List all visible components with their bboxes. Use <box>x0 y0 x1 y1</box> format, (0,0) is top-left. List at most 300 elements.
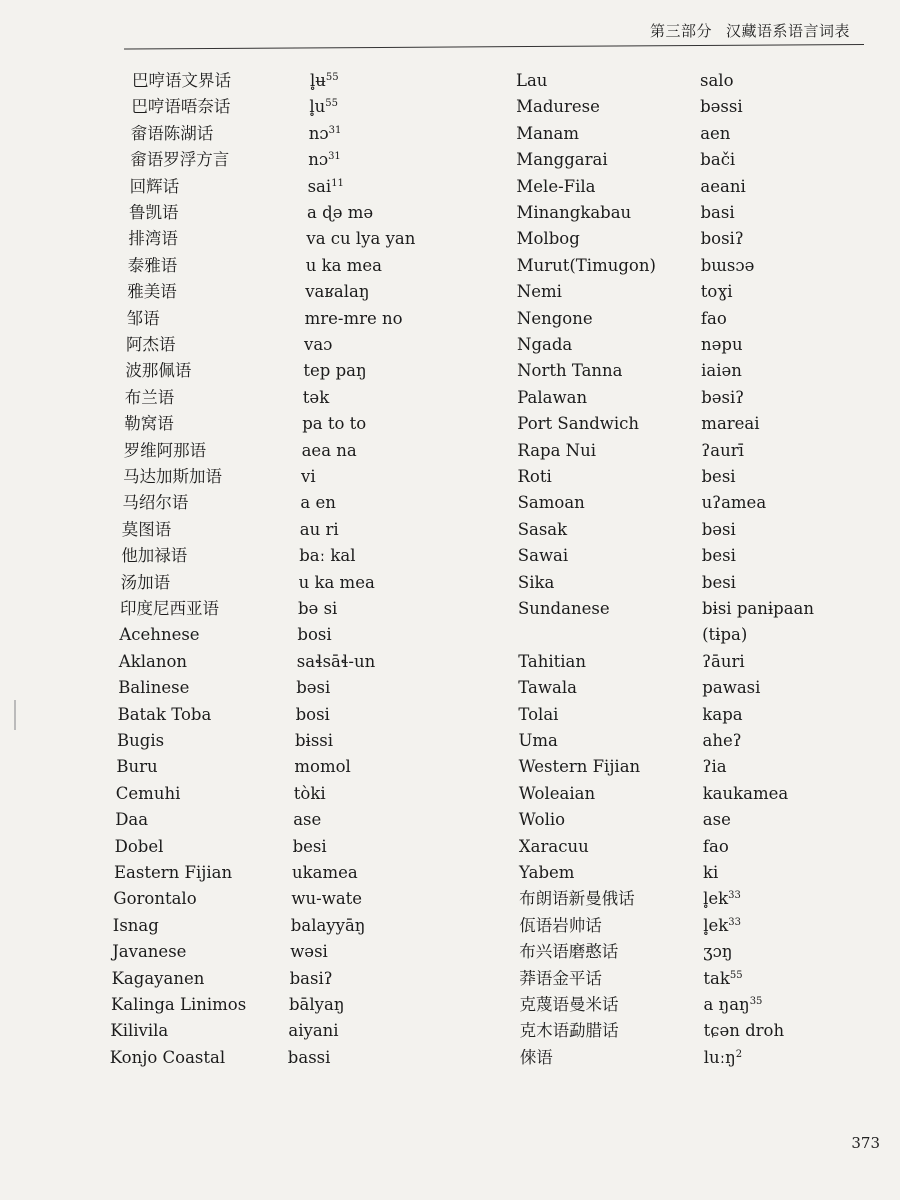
language-name: Wolio <box>518 810 566 830</box>
list-row <box>0 226 420 252</box>
word-form <box>306 226 415 252</box>
language-name: 印度尼西亚语 <box>120 599 219 618</box>
list-row <box>500 886 900 912</box>
word-form <box>703 860 718 886</box>
word-form <box>703 807 731 833</box>
list-row <box>500 992 900 1018</box>
word-form <box>301 464 316 490</box>
tone-superscript: 55 <box>729 969 743 981</box>
list-row <box>500 411 900 437</box>
tone-superscript: 33 <box>728 890 741 902</box>
word-form <box>703 834 729 860</box>
word-form <box>295 728 333 754</box>
list-row <box>0 68 420 94</box>
word-form <box>700 121 730 147</box>
list-row <box>0 939 420 965</box>
tone-superscript: 31 <box>328 124 342 136</box>
word-form <box>297 649 375 675</box>
word-form <box>288 1045 331 1071</box>
language-name: Dobel <box>114 836 164 856</box>
list-row <box>500 781 900 807</box>
list-row <box>0 200 420 226</box>
list-row <box>500 570 900 596</box>
language-name: Kalinga Linimos <box>111 995 247 1014</box>
word-form-text: au ri <box>299 519 339 539</box>
word-form <box>700 147 735 173</box>
language-name: 佤语岩帅话 <box>519 915 602 935</box>
language-name: Manggarai <box>516 150 608 170</box>
language-name: Tahitian <box>518 651 587 671</box>
word-form <box>702 702 742 728</box>
list-row <box>500 226 900 252</box>
word-form <box>701 226 744 252</box>
list-row <box>0 913 420 939</box>
language-name: 畲语陈湖话 <box>130 123 214 143</box>
language-name: Nemi <box>516 282 562 302</box>
word-form <box>700 94 743 120</box>
list-row <box>0 728 420 754</box>
list-row <box>500 1045 900 1071</box>
word-form-text: wəsi <box>290 942 328 962</box>
list-row <box>500 358 900 384</box>
list-row <box>0 490 420 516</box>
language-name: 阿杰语 <box>126 335 176 354</box>
list-row <box>0 438 420 464</box>
list-row <box>0 834 420 860</box>
list-row <box>500 200 900 226</box>
tone-superscript: 33 <box>728 916 741 928</box>
language-name: 巴哼语唔奈话 <box>131 97 231 117</box>
list-row <box>500 807 900 833</box>
language-name: Palawan <box>517 387 588 407</box>
language-name: Western Fijian <box>518 757 641 777</box>
language-name: 莽语金平话 <box>519 968 602 988</box>
word-form-text: aea na <box>301 440 357 460</box>
list-row <box>500 438 900 464</box>
list-row <box>500 94 900 120</box>
tone-superscript: 2 <box>735 1048 743 1060</box>
word-form-text: nəpu <box>701 335 743 354</box>
language-name: Lau <box>516 71 548 90</box>
word-form-text: vaʁalaŋ <box>305 282 370 302</box>
list-row <box>0 121 420 147</box>
word-form <box>303 358 366 384</box>
list-row <box>500 147 900 173</box>
word-form-text: bɨsi panɨpaan <box>702 599 814 618</box>
word-form <box>701 438 743 464</box>
word-form-text: tep paŋ <box>303 361 367 381</box>
language-name: Sundanese <box>518 599 610 618</box>
word-form-text: bosi <box>295 704 330 724</box>
list-row <box>500 675 900 701</box>
word-form-text: iaiən <box>701 361 742 381</box>
list-row <box>500 1018 900 1044</box>
word-form <box>291 913 366 939</box>
list-row <box>0 649 420 675</box>
word-form <box>702 675 760 701</box>
language-name: Uma <box>518 731 558 750</box>
word-form-text: besi <box>292 836 327 856</box>
language-name: 汤加语 <box>120 572 171 592</box>
language-name: 邹语 <box>126 308 160 328</box>
word-form <box>294 754 350 780</box>
word-form <box>702 622 747 648</box>
list-row <box>0 1045 420 1071</box>
tone-superscript: 31 <box>328 151 341 163</box>
list-row <box>0 1018 420 1044</box>
word-form-text: luːŋ <box>703 1047 736 1067</box>
word-form <box>299 570 375 596</box>
list-row <box>500 966 900 992</box>
language-name: Murut(Timugon) <box>516 255 656 275</box>
word-form-text: aheʔ <box>702 731 742 750</box>
word-form-text: u ka mea <box>298 572 375 592</box>
word-form-text: ase <box>702 810 731 830</box>
list-row <box>500 279 900 305</box>
word-form <box>310 68 339 94</box>
language-name: Woleaian <box>518 783 596 803</box>
list-row <box>500 702 900 728</box>
word-form <box>703 966 742 992</box>
word-form-text: fao <box>700 308 727 328</box>
word-form-text: tɕən droh <box>703 1021 785 1041</box>
word-form <box>294 781 326 807</box>
word-form <box>701 253 755 279</box>
language-name: 他加禄语 <box>121 546 188 566</box>
word-form-text: tak <box>703 968 730 988</box>
word-form-text: basiʔ <box>289 968 333 988</box>
list-row <box>0 702 420 728</box>
word-form <box>296 675 330 701</box>
language-name: 马达加斯加语 <box>123 467 222 486</box>
language-name: Tolai <box>518 704 559 724</box>
list-row <box>0 570 420 596</box>
language-name: 泰雅语 <box>127 255 178 275</box>
word-form <box>700 68 734 94</box>
word-form-text: nɔ <box>308 150 329 170</box>
language-name: 罗维阿那语 <box>123 440 207 460</box>
language-name: Cemuhi <box>115 783 181 803</box>
list-row <box>0 807 420 833</box>
tone-superscript: 55 <box>325 72 339 83</box>
language-name: Port Sandwich <box>517 414 640 434</box>
word-form <box>299 543 355 569</box>
word-form-text: (tɨpa) <box>702 625 748 645</box>
list-row <box>500 543 900 569</box>
list-row <box>0 517 420 543</box>
word-form-text: pawasi <box>702 678 761 698</box>
word-form <box>702 490 767 516</box>
language-name: Minangkabau <box>516 203 632 222</box>
word-form-text: bɨssi <box>295 731 334 750</box>
word-form <box>701 358 742 384</box>
word-form-text: nɔ <box>308 123 329 143</box>
word-form <box>305 279 369 305</box>
word-form <box>297 622 331 648</box>
word-form-text: vi <box>301 467 316 486</box>
language-name: Nengone <box>516 308 593 328</box>
list-row <box>0 860 420 886</box>
word-form <box>296 702 330 728</box>
language-name: Gorontalo <box>113 889 197 909</box>
list-row <box>500 728 900 754</box>
word-form-text: bəsi <box>701 519 736 539</box>
language-name: 倈语 <box>519 1047 553 1067</box>
word-form <box>293 834 327 860</box>
word-form-text: vaɔ <box>304 335 333 354</box>
list-row <box>500 939 900 965</box>
language-name: 巴哼语文界话 <box>132 71 231 90</box>
language-name: Sasak <box>517 519 568 539</box>
word-form <box>702 596 814 622</box>
word-form <box>703 754 727 780</box>
word-form <box>702 517 736 543</box>
language-name: Kagayanen <box>111 968 205 988</box>
word-form <box>302 438 357 464</box>
word-form-text: l̥ʉ <box>310 71 326 90</box>
word-form-text: bosiʔ <box>700 229 744 249</box>
list-row <box>0 174 420 200</box>
list-row <box>500 490 900 516</box>
list-row <box>500 860 900 886</box>
word-form <box>304 332 332 358</box>
language-name: Batak Toba <box>117 704 212 724</box>
list-row <box>500 332 900 358</box>
list-row <box>500 385 900 411</box>
word-form-text: a en <box>300 493 336 513</box>
list-row <box>500 834 900 860</box>
list-row <box>0 886 420 912</box>
word-form <box>306 253 382 279</box>
language-name: Mele-Fila <box>516 176 596 196</box>
word-form-text: mre-mre no <box>304 308 403 328</box>
list-row <box>500 306 900 332</box>
word-form <box>305 306 403 332</box>
word-form-text: ʔāuri <box>702 651 745 671</box>
word-form-text: sai <box>307 176 332 196</box>
word-form <box>701 200 735 226</box>
language-name: 勒窝语 <box>124 414 174 434</box>
list-row <box>0 596 420 622</box>
list-row <box>500 754 900 780</box>
word-form-text: va cu lya yan <box>306 229 416 249</box>
word-form-text: saɬsāɬ-un <box>296 651 376 671</box>
word-form <box>703 913 741 939</box>
word-form <box>701 306 727 332</box>
word-form-text: bassi <box>287 1047 331 1067</box>
word-form-text: mareai <box>701 414 760 434</box>
list-row <box>500 649 900 675</box>
header-title: 汉藏语系语言词表 <box>725 22 850 40</box>
word-form <box>701 332 743 358</box>
language-name: Ngada <box>517 335 573 354</box>
word-form <box>303 385 329 411</box>
word-form <box>308 174 344 200</box>
word-form <box>703 781 789 807</box>
word-form-text: ase <box>293 810 322 830</box>
word-form-text: tòki <box>293 783 326 803</box>
word-form-text: l̥u <box>309 97 326 117</box>
list-row <box>500 253 900 279</box>
list-row <box>500 68 900 94</box>
word-form-text: ki <box>703 863 719 882</box>
list-row <box>0 781 420 807</box>
language-name: Manam <box>516 123 580 143</box>
language-name: Kilivila <box>110 1021 169 1041</box>
language-name: Madurese <box>516 97 600 117</box>
word-form <box>290 939 328 965</box>
language-name: Sika <box>517 572 555 592</box>
word-form <box>289 992 344 1018</box>
list-row <box>0 279 420 305</box>
list-row <box>0 147 420 173</box>
language-name: Javanese <box>112 942 187 962</box>
word-form-text: bə si <box>298 599 338 618</box>
word-form <box>290 966 333 992</box>
word-form-text: bɯsɔə <box>700 255 755 275</box>
word-form-text: aeani <box>700 176 746 196</box>
list-row <box>0 675 420 701</box>
language-name: Bugis <box>117 731 165 750</box>
word-form <box>307 200 373 226</box>
word-form <box>309 121 342 147</box>
list-row <box>500 913 900 939</box>
language-name: Buru <box>116 757 158 777</box>
word-form-text: bālyaŋ <box>289 995 345 1014</box>
word-form <box>309 94 338 120</box>
language-name: Konjo Coastal <box>109 1047 226 1067</box>
language-name: 回辉话 <box>129 176 180 196</box>
language-name: Aklanon <box>118 651 188 671</box>
language-name: 布兴语磨憨话 <box>519 942 619 962</box>
word-form <box>704 992 763 1018</box>
word-form <box>292 860 358 886</box>
list-row <box>0 253 420 279</box>
list-row <box>500 517 900 543</box>
word-form <box>308 147 341 173</box>
word-form <box>702 649 744 675</box>
word-form-text: basi <box>700 203 735 222</box>
language-name: 畲语罗浮方言 <box>130 150 230 170</box>
word-form <box>298 596 337 622</box>
page-number: 373 <box>851 1134 880 1152</box>
word-form-text: besi <box>701 572 736 592</box>
word-form <box>288 1018 338 1044</box>
word-form-text: pa to to <box>302 414 367 434</box>
tone-superscript: 11 <box>331 177 344 189</box>
list-row <box>0 306 420 332</box>
word-form-text: salo <box>700 71 734 90</box>
word-form-text: toɣi <box>700 282 733 302</box>
word-form-text: ʔaurī <box>701 440 744 460</box>
word-form-text: bosi <box>297 625 332 645</box>
list-row <box>0 358 420 384</box>
word-form-text: fao <box>702 836 729 856</box>
word-form-text: kaukamea <box>702 783 789 803</box>
word-form-text: bəsi <box>296 678 331 698</box>
list-row <box>500 464 900 490</box>
list-row <box>500 596 900 622</box>
list-row <box>0 622 420 648</box>
word-form <box>700 174 745 200</box>
language-name: Samoan <box>517 493 585 513</box>
word-form-text: uʔamea <box>701 493 767 513</box>
word-form <box>703 728 742 754</box>
language-name: Xaracuu <box>518 836 589 856</box>
word-form <box>703 886 741 912</box>
language-name: Molbog <box>516 229 580 249</box>
word-form <box>702 570 736 596</box>
word-form-text: baː kal <box>299 546 356 566</box>
language-name: North Tanna <box>517 361 623 381</box>
word-form-text: bəssi <box>700 97 743 117</box>
word-form <box>300 490 335 516</box>
word-form <box>291 886 362 912</box>
language-name: Isnag <box>112 915 159 935</box>
tone-superscript: 35 <box>749 996 763 1007</box>
word-form <box>300 517 339 543</box>
list-row <box>0 332 420 358</box>
word-form-text: bači <box>700 150 736 170</box>
word-form-text: bəsiʔ <box>701 387 745 407</box>
word-form-text: a ɖə mə <box>307 203 374 222</box>
word-form <box>701 411 759 437</box>
list-row <box>500 174 900 200</box>
tone-superscript: 55 <box>325 98 339 110</box>
language-name: Rapa Nui <box>517 440 597 460</box>
word-form <box>701 279 733 305</box>
list-row <box>0 966 420 992</box>
word-form <box>704 1018 785 1044</box>
word-form-text: u ka mea <box>305 255 382 275</box>
word-form-text: l̥ek <box>703 915 729 935</box>
language-name: 莫图语 <box>121 519 172 539</box>
language-name: 雅美语 <box>127 282 177 302</box>
word-form <box>701 385 744 411</box>
language-name: 克蔑语曼米话 <box>519 995 619 1014</box>
word-form-text: besi <box>701 546 736 566</box>
word-form-text: momol <box>294 757 351 777</box>
word-form-text: aen <box>700 123 731 143</box>
list-row <box>500 622 900 648</box>
language-name: 波那佩语 <box>125 361 192 381</box>
language-name: Yabem <box>519 863 575 882</box>
word-form-text: balayyāŋ <box>290 915 366 935</box>
word-form-text: tək <box>302 387 330 407</box>
list-row <box>0 411 420 437</box>
language-name: Daa <box>115 810 149 830</box>
word-form-text: ʔia <box>702 757 727 777</box>
language-name: Roti <box>517 467 552 486</box>
word-form <box>704 1045 742 1071</box>
word-form <box>702 543 736 569</box>
language-name: 排湾语 <box>128 229 178 249</box>
word-form <box>302 411 366 437</box>
list-row <box>0 94 420 120</box>
language-name: 马绍尔语 <box>122 493 189 513</box>
word-form-text: a ŋaŋ <box>703 995 750 1014</box>
list-row <box>0 754 420 780</box>
language-name: 布朗语新曼俄话 <box>519 889 635 909</box>
word-form-text: kapa <box>702 704 743 724</box>
word-form-text: aiyani <box>288 1021 339 1041</box>
language-name: Balinese <box>118 678 190 698</box>
language-name: Tawala <box>518 678 577 698</box>
language-name: 布兰语 <box>124 387 175 407</box>
list-row <box>500 121 900 147</box>
word-form-text: l̥ek <box>703 889 729 909</box>
word-form-text: ukamea <box>292 863 358 882</box>
